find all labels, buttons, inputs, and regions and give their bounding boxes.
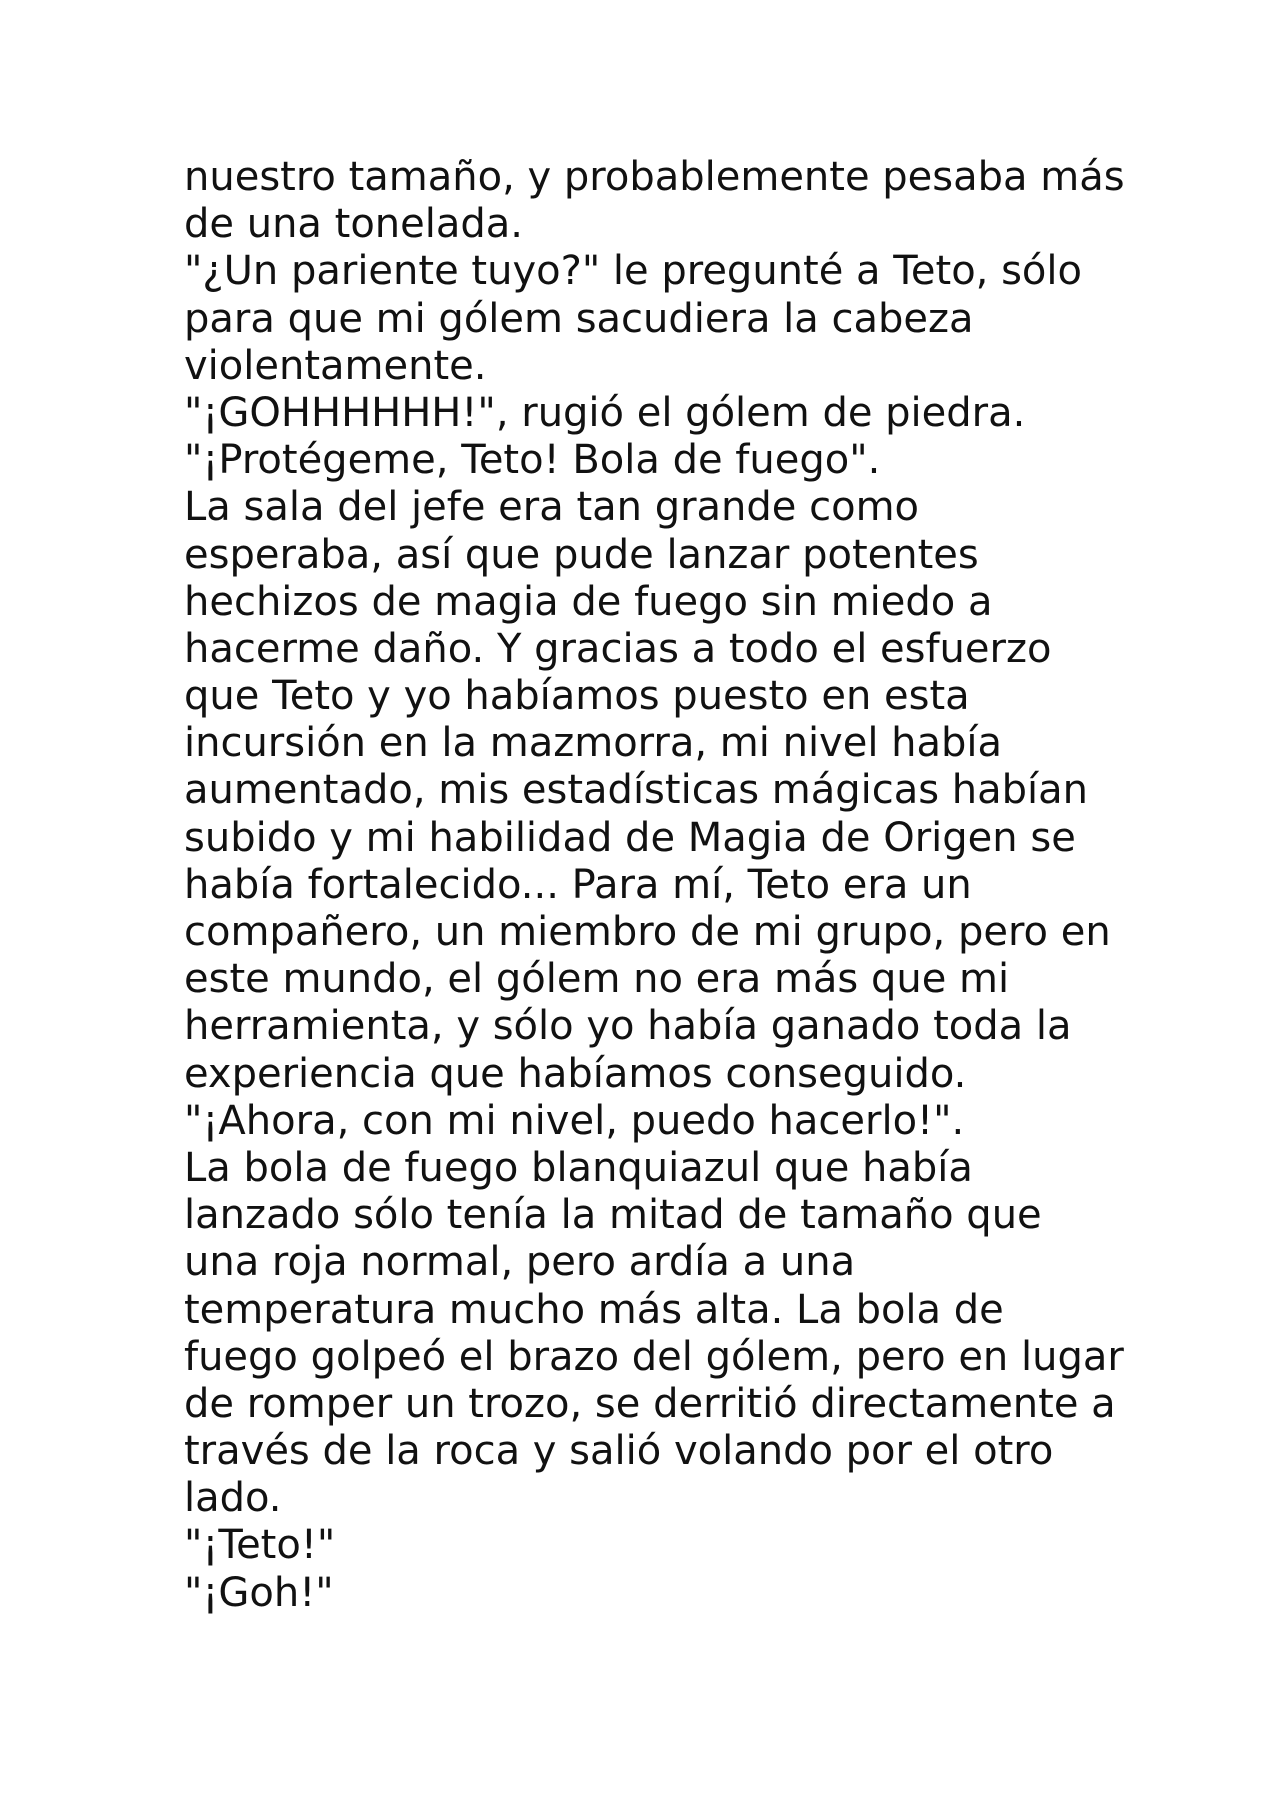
text-line: había fortalecido... Para mí, Teto era un	[184, 861, 972, 908]
text-line: través de la roca y salió volando por el otro	[184, 1428, 1054, 1475]
text-line: La sala del jefe era tan grande como	[184, 484, 920, 531]
text-line: una roja normal, pero ardía a una	[184, 1239, 856, 1286]
text-line: "¡Teto!"	[184, 1522, 336, 1569]
text-line: "¡GOHHHHHH!", rugió el gólem de piedra.	[184, 389, 1026, 436]
text-line: subido y mi habilidad de Magia de Origen se	[184, 814, 1076, 861]
text-line: nuestro tamaño, y probablemente pesaba más	[184, 154, 1125, 200]
text-line: violentamente.	[184, 342, 487, 389]
text-line: "¡Protégeme, Teto! Bola de fuego".	[184, 437, 881, 484]
text-line: "¿Un pariente tuyo?" le pregunté a Teto, sólo	[184, 248, 1082, 295]
text-line: de una tonelada.	[184, 201, 524, 248]
text-line: incursión en la mazmorra, mi nivel había	[184, 720, 1003, 767]
text-line: hechizos de magia de fuego sin miedo a	[184, 578, 993, 625]
text-line: La bola de fuego blanquiazul que había	[184, 1144, 973, 1191]
text-line: hacerme daño. Y gracias a todo el esfuerzo	[184, 625, 1052, 672]
text-line: lado.	[184, 1475, 282, 1522]
text-line: temperatura mucho más alta. La bola de	[184, 1286, 1004, 1333]
text-line: lanzado sólo tenía la mitad de tamaño que	[184, 1192, 1042, 1239]
text-line: "¡Goh!"	[184, 1569, 334, 1616]
text-line: fuego golpeó el brazo del gólem, pero en lugar	[184, 1333, 1124, 1380]
text-line: este mundo, el gólem no era más que mi	[184, 956, 1010, 1003]
text-line: que Teto y yo habíamos puesto en esta	[184, 673, 970, 720]
text-line: experiencia que habíamos conseguido.	[184, 1050, 967, 1097]
text-line: "¡Ahora, con mi nivel, puedo hacerlo!".	[184, 1097, 965, 1144]
text-line: de romper un trozo, se derritió directamente a	[184, 1380, 1116, 1427]
text-line: herramienta, y sólo yo había ganado toda la	[184, 1003, 1072, 1050]
text-line: aumentado, mis estadísticas mágicas habían	[184, 767, 1089, 814]
text-line: compañero, un miembro de mi grupo, pero en	[184, 909, 1111, 955]
text-line: para que mi gólem sacudiera la cabeza	[184, 295, 974, 342]
body-text	[184, 154, 1125, 1617]
text-line: esperaba, así que pude lanzar potentes	[184, 531, 979, 578]
